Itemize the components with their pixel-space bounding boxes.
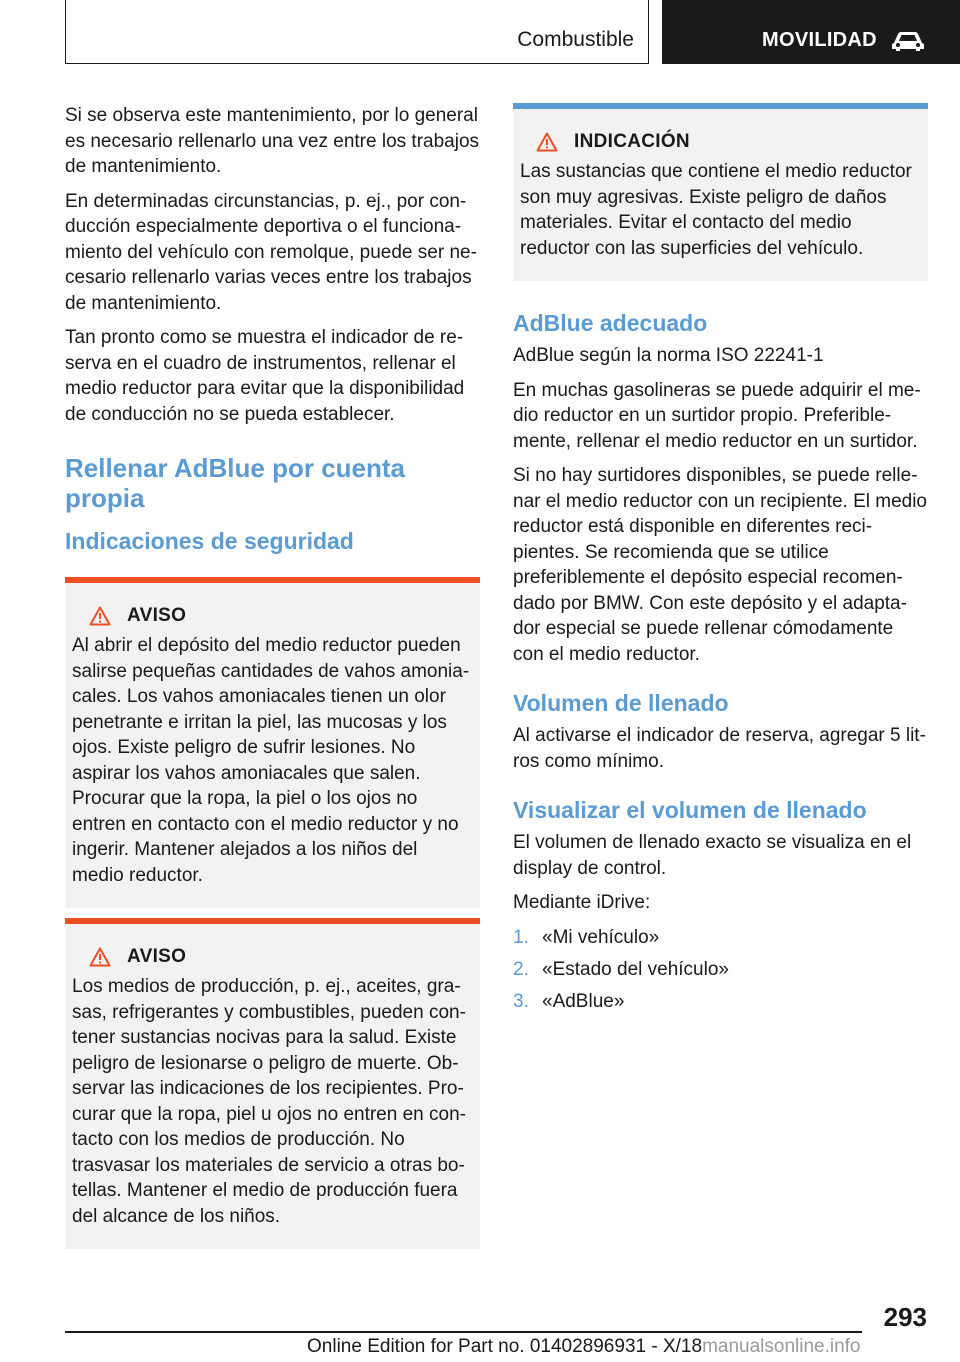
footer-divider: [65, 1331, 862, 1333]
list-item: [513, 957, 928, 982]
paragraph: El volumen de llenado exacto se visualiza en el display de control.: [513, 832, 912, 879]
step-text: «AdBlue»: [542, 990, 625, 1012]
page-number: 293: [883, 1302, 927, 1332]
footer-edition-text: Online Edition for Part no. 01402896931 - X/18: [307, 1336, 703, 1357]
step-number: 1.: [513, 926, 529, 948]
step-number: 2.: [513, 958, 529, 980]
warning-title: AVISO: [127, 605, 187, 626]
step-text: «Estado del vehículo»: [542, 958, 729, 980]
subsection-heading: AdBlue adecuado: [513, 310, 708, 336]
footer-watermark: manualsonline.info: [702, 1336, 861, 1357]
intro-paragraph: En determinadas circunstancias, p. ej., por conducción especialmente deportiva o el funcionamiento del vehículo con remolque, puede ser necesario rellenarlo varias veces entre los trabajos de mantenimiento.: [65, 190, 477, 314]
note-title: INDICACIÓN: [574, 131, 690, 152]
right-column: [513, 103, 928, 1021]
step-text: «Mi vehículo»: [542, 926, 660, 948]
warning-title: AVISO: [127, 946, 187, 967]
section-heading: Rellenar AdBlue por cuenta propia: [65, 453, 405, 513]
step-number: 3.: [513, 990, 529, 1012]
intro-paragraph: Tan pronto como se muestra el indicador de reserva en el cuadro de instrumentos, rellenar el medio reductor para evitar que la disponibilidad de conducción no se pueda establecer.: [65, 327, 465, 425]
header-section-box: [65, 0, 649, 64]
paragraph: Al activarse el indicador de reserva, agregar 5 litros como mínimo.: [513, 725, 926, 772]
warning-triangle-icon: [89, 606, 111, 626]
header-chapter-title: MOVILIDAD: [762, 29, 877, 51]
warning-box: [65, 918, 480, 1249]
warning-text: Los medios de producción, p. ej., aceites, grasas, refrigerantes y combustibles, pueden contener sustancias nocivas para la salud. Existe peligro de lesionarse o peligro de muerte. Observar las indicaciones de los recipientes. Procurar que la ropa, piel u ojos no entren en contacto con los medios de producción. No trasvasar los materiales de servicio a otras botellas. Mantener el medio de producción fuera del alcance de los niños.: [72, 976, 466, 1227]
note-text: Las sustancias que contiene el medio reductor son muy agresivas. Existe peligro de daños materiales. Evitar el contacto del medio reductor con las superficies del vehículo.: [520, 161, 912, 259]
subsection-heading: Indicaciones de seguridad: [65, 528, 354, 554]
subsection-heading: Volumen de llenado: [513, 690, 729, 716]
list-item: [513, 925, 928, 950]
car-icon: [890, 30, 926, 52]
warning-triangle-icon: [536, 132, 558, 152]
paragraph: AdBlue según la norma ISO 22241-1: [513, 345, 824, 366]
subsection-heading: Visualizar el volumen de llenado: [513, 797, 867, 823]
warning-triangle-icon: [89, 947, 111, 967]
warning-text: Al abrir el depósito del medio reductor pueden salirse pequeñas cantidades de vahos amoniacales. Los vahos amoniacales tienen un olor penetrante e irritan la piel, las mucosas y los ojos. Existe peligro de sufrir lesiones. No aspirar los vahos amoniacales que salen. Procurar que la ropa, la piel o los ojos no entren en contacto con el medio reductor y no ingerir. Mantener alejados a los niños del medio reductor.: [72, 635, 470, 886]
header-section-title: Combustible: [517, 28, 634, 51]
steps-list: [513, 925, 928, 1014]
list-item: [513, 989, 928, 1014]
footer-edition: [307, 1336, 861, 1358]
warning-box: [65, 577, 480, 908]
intro-paragraph: Si se observa este mantenimiento, por lo general es necesario rellenarlo una vez entre los trabajos de mantenimiento.: [65, 105, 480, 177]
header-chapter-tab: [662, 0, 960, 64]
paragraph: En muchas gasolineras se puede adquirir el medio reductor en un surtidor propio. Preferiblemente, rellenar el medio reductor en un surtidor.: [513, 379, 921, 452]
paragraph: Si no hay surtidores disponibles, se puede rellenar el medio reductor con un recipiente. El medio reductor está disponible en diferentes recipientes. Se recomienda que se utilice preferiblemente el depósito especial recomendado por BMW. Con este depósito y el adaptador especial se puede rellenar cómodamente con el medio reductor.: [513, 465, 928, 665]
note-box: [513, 103, 928, 281]
left-column: [65, 103, 480, 1249]
paragraph: Mediante iDrive:: [513, 892, 651, 913]
